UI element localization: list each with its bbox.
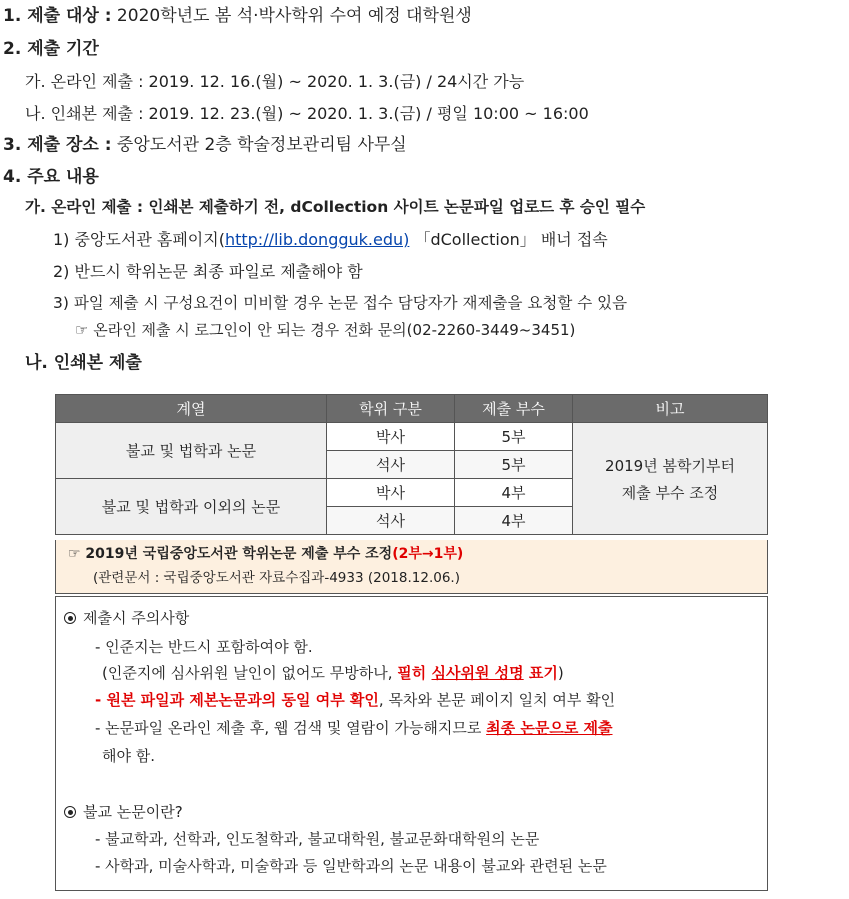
caution-line: 해야 함. bbox=[102, 747, 156, 765]
caution-red: 심사위원 성명 bbox=[431, 664, 524, 682]
section-2-label: 2. 제출 기간 bbox=[3, 39, 99, 59]
degree-cell: 박사 bbox=[327, 479, 455, 507]
notice-highlight: (2부→1부) bbox=[392, 546, 464, 562]
copies-cell: 5부 bbox=[455, 423, 573, 451]
section-1 bbox=[3, 6, 472, 26]
pointing-hand-icon: ☞ bbox=[68, 546, 81, 562]
section-4a1-pre: 1) 중앙도서관 홈페이지( bbox=[53, 230, 225, 249]
caution-text: , 목차와 본문 페이지 일치 여부 확인 bbox=[378, 691, 616, 709]
circled-dot-icon bbox=[64, 806, 76, 818]
degree-cell: 박사 bbox=[327, 423, 455, 451]
notice-sub: (관련문서 : 국립중앙도서관 자료수집과-4933 (2018.12.06.) bbox=[93, 570, 460, 586]
table-header: 비고 bbox=[573, 395, 768, 423]
section-4a4: ☞ 온라인 제출 시 로그인이 안 되는 경우 전화 문의(02-2260-3449~3451) bbox=[75, 321, 576, 339]
section-1-text: 2020학년도 봄 석·박사학위 수여 예정 대학원생 bbox=[111, 6, 472, 26]
section-4a1-post: 「dCollection」 배너 접속 bbox=[409, 230, 608, 249]
caution-line bbox=[95, 719, 613, 737]
section-1-label: 1. 제출 대상 : bbox=[3, 6, 112, 26]
caution-line bbox=[102, 664, 564, 682]
notice-box bbox=[55, 540, 768, 594]
notice-title: 2019년 국립중앙도서관 학위논문 제출 부수 조정 bbox=[80, 546, 393, 562]
table-header: 계열 bbox=[56, 395, 327, 423]
section-4a3: 3) 파일 제출 시 구성요건이 미비할 경우 논문 접수 담당자가 재제출을 요청할 수 있음 bbox=[53, 294, 628, 312]
copies-cell: 4부 bbox=[455, 507, 573, 535]
caution-red: 최종 논문으로 제출 bbox=[486, 719, 613, 737]
cautions-head2-line bbox=[64, 803, 183, 821]
copies-table bbox=[55, 394, 768, 535]
table-header: 제출 부수 bbox=[455, 395, 573, 423]
group-name: 불교 및 법학과 논문 bbox=[56, 423, 327, 479]
cautions-head: 제출시 주의사항 bbox=[83, 609, 190, 627]
section-2b: 나. 인쇄본 제출 : 2019. 12. 23.(월) ~ 2020. 1. 3.(금) / 평일 10:00 ~ 16:00 bbox=[25, 104, 589, 123]
section-4a2: 2) 반드시 학위논문 최종 파일로 제출해야 함 bbox=[53, 262, 363, 281]
library-link[interactable]: http://lib.dongguk.edu) bbox=[224, 230, 410, 249]
section-4b: 나. 인쇄본 제출 bbox=[25, 353, 142, 373]
section-4a1 bbox=[53, 230, 608, 249]
cautions-head-line bbox=[64, 609, 189, 627]
caution-red: 필히 bbox=[397, 664, 432, 682]
copies-cell: 5부 bbox=[455, 451, 573, 479]
notice-title-line bbox=[68, 546, 463, 563]
caution-text: (인준지에 심사위원 날인이 없어도 무방하나, bbox=[102, 664, 398, 682]
group-name: 불교 및 법학과 이외의 논문 bbox=[56, 479, 327, 535]
caution-text: ) bbox=[557, 664, 564, 682]
table-header: 학위 구분 bbox=[327, 395, 455, 423]
cautions-box bbox=[55, 596, 768, 891]
degree-cell: 석사 bbox=[327, 451, 455, 479]
caution-red: 원본 파일과 제본논문과의 동일 여부 확인 bbox=[106, 691, 379, 709]
copies-cell: 4부 bbox=[455, 479, 573, 507]
caution-red: - bbox=[95, 691, 107, 709]
remark-cell bbox=[573, 423, 768, 535]
section-3-text: 중앙도서관 2층 학술정보관리팀 사무실 bbox=[111, 135, 407, 155]
section-2a: 가. 온라인 제출 : 2019. 12. 16.(월) ~ 2020. 1. 3.(금) / 24시간 가능 bbox=[25, 72, 525, 91]
cautions-head2: 불교 논문이란? bbox=[83, 803, 183, 821]
remark-line: 제출 부수 조정 bbox=[621, 483, 719, 502]
circled-dot-icon bbox=[64, 612, 76, 624]
section-4-label: 4. 주요 내용 bbox=[3, 167, 99, 187]
section-4a: 가. 온라인 제출 : 인쇄본 제출하기 전, dCollection 사이트 논문파일 업로드 후 승인 필수 bbox=[25, 198, 646, 216]
caution-red: 표기 bbox=[523, 664, 558, 682]
caution-line: - 인준지는 반드시 포함하여야 함. bbox=[95, 638, 313, 656]
table-header-row bbox=[56, 395, 768, 423]
degree-cell: 석사 bbox=[327, 507, 455, 535]
caution-line: - 불교학과, 선학과, 인도철학과, 불교대학원, 불교문화대학원의 논문 bbox=[95, 830, 540, 848]
caution-text: - 논문파일 온라인 제출 후, 웹 검색 및 열람이 가능해지므로 bbox=[95, 719, 487, 737]
remark-line: 2019년 봄학기부터 bbox=[605, 456, 735, 475]
caution-line bbox=[95, 691, 615, 709]
section-3 bbox=[3, 135, 407, 155]
section-3-label: 3. 제출 장소 : bbox=[3, 135, 112, 155]
caution-line: - 사학과, 미술사학과, 미술학과 등 일반학과의 논문 내용이 불교와 관련된 논문 bbox=[95, 857, 607, 875]
table-row bbox=[56, 423, 768, 451]
